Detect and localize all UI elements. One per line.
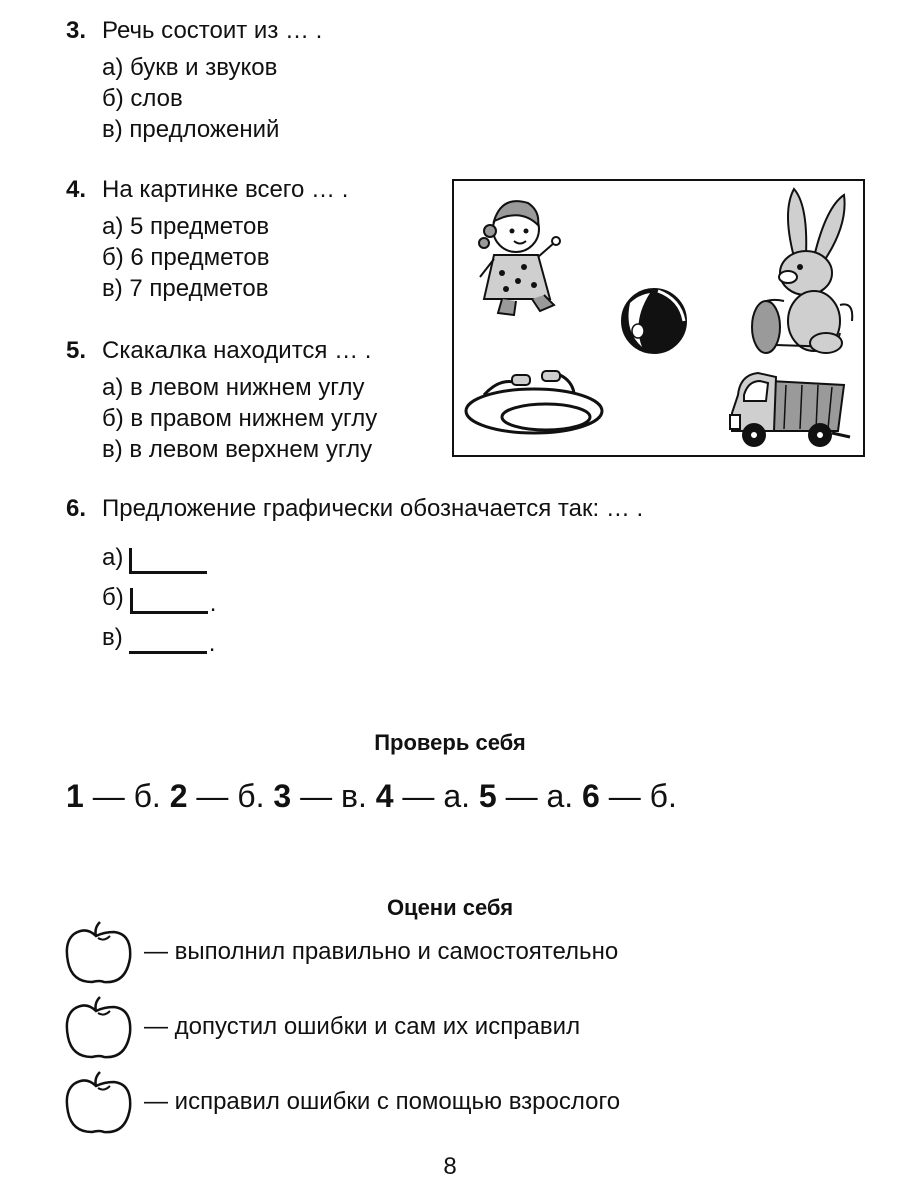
answer-option: б) 6 предметов [102, 244, 270, 271]
question-number: 5. [66, 337, 87, 364]
option-label: а) [102, 544, 124, 571]
doll-icon [479, 201, 560, 315]
answer-option: а) 5 предметов [102, 213, 270, 240]
answer-letter: а. [443, 778, 470, 814]
toys-picture [452, 179, 865, 457]
answer-option-b [102, 578, 643, 618]
answer-letter: б. [649, 778, 677, 814]
answer-option: в) 7 предметов [102, 275, 269, 302]
answer-option: а) в левом нижнем углу [102, 374, 365, 401]
end-mark: . [208, 630, 216, 657]
end-mark: . [209, 590, 217, 617]
answer-key: 1 — б. 2 — б. 3 — в. 4 — а. 5 — а. 6 — б. [66, 778, 677, 814]
question-text: Предложение графически обозначается так: … . [102, 495, 644, 522]
apple-outline-icon [62, 920, 136, 990]
bunny-icon [752, 189, 852, 353]
rate-title: Оцени себя [386, 895, 514, 920]
check-title: Проверь себя [374, 730, 526, 755]
sentence-scheme-a [129, 552, 209, 578]
question-number: 6. [66, 495, 87, 522]
apple-outline-icon [62, 995, 136, 1065]
rate-item [62, 920, 618, 990]
sentence-scheme-c [129, 630, 216, 658]
question-5 [66, 336, 377, 465]
answer-letter: в. [340, 778, 367, 814]
rate-text: — допустил ошибки и сам их исправил [144, 1013, 581, 1040]
rate-item [62, 1070, 620, 1140]
question-3 [66, 16, 322, 145]
answer-letter: б. [237, 778, 265, 814]
option-label: в) [102, 624, 123, 651]
sentence-scheme-b [130, 590, 217, 618]
rate-item [62, 995, 580, 1065]
answer-option: б) слов [102, 85, 183, 112]
toy-truck-icon [730, 373, 850, 446]
answer-letter: а. [546, 778, 574, 814]
answer-option: в) в левом верхнем углу [102, 436, 373, 463]
answer-option-a [102, 538, 643, 578]
apple-outline-icon [62, 1070, 136, 1140]
page-number: 8 [443, 1153, 457, 1180]
question-number: 4. [66, 176, 87, 203]
answer-num: 5 [478, 778, 497, 814]
answer-option: в) предложений [102, 116, 280, 143]
rate-text: — выполнил правильно и самостоятельно [144, 938, 619, 965]
ball-icon [622, 289, 686, 353]
answer-option-c [102, 618, 643, 658]
question-number: 3. [66, 17, 87, 44]
answer-num: 2 [169, 778, 188, 814]
answer-option: а) букв и звуков [102, 54, 278, 81]
answer-option: б) в правом нижнем углу [102, 405, 378, 432]
jump-rope-icon [466, 371, 602, 433]
answer-num: 1 [66, 778, 84, 814]
question-6 [66, 494, 643, 658]
option-label: б) [102, 584, 124, 611]
answer-num: 6 [582, 778, 600, 814]
question-text: Скакалка находится … . [102, 337, 372, 364]
question-4 [66, 175, 348, 304]
answer-num: 4 [375, 778, 394, 814]
question-text: Речь состоит из … . [102, 17, 323, 44]
answer-num: 3 [273, 778, 292, 814]
answer-letter: б. [133, 778, 161, 814]
rate-text: — исправил ошибки с помощью взрослого [144, 1088, 621, 1115]
question-text: На картинке всего … . [102, 176, 349, 203]
